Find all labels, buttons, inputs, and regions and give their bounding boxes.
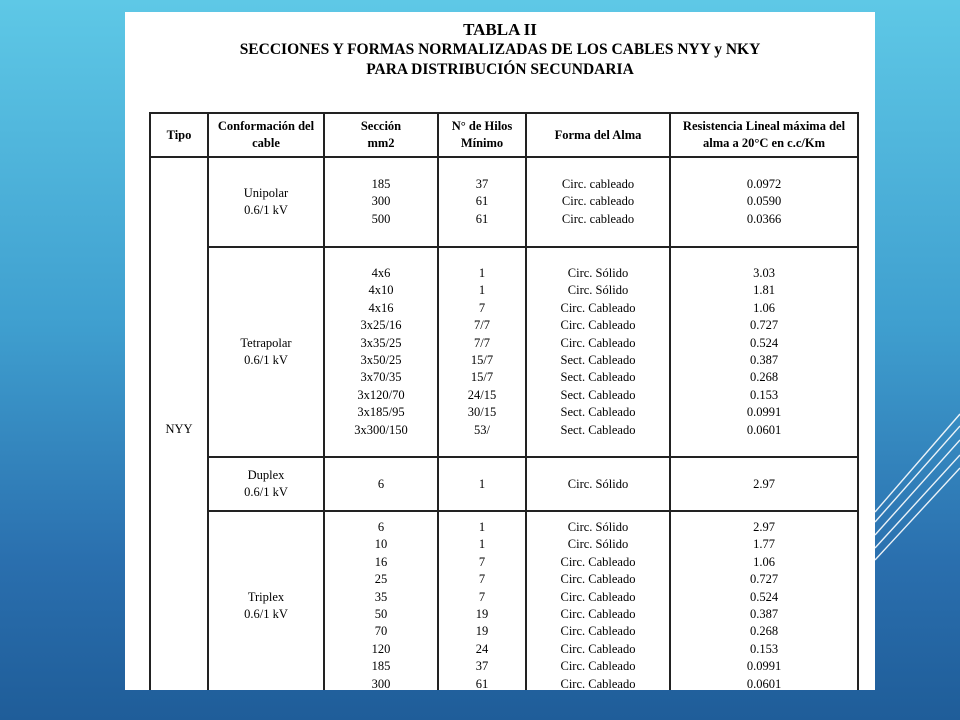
forma-cell: Circ. Sólido Circ. Sólido Circ. Cableado Circ. Cableado Circ. Cableado Circ. Cableado Circ. Cableado Circ. Cableado Circ. Cableado Circ. Cableado [526, 511, 670, 690]
forma-cell: Circ. Sólido Circ. Sólido Circ. Cableado Circ. Cableado Circ. Cableado Sect. Cableado Sect. Cableado Sect. Cableado Sect. Cableado Sect. Cableado [526, 247, 670, 457]
hilos-cell: 1 1 7 7/7 7/7 15/7 15/7 24/15 30/15 53/ [438, 247, 526, 457]
header-seccion: Sección mm2 [324, 113, 438, 157]
header-tipo: Tipo [150, 113, 208, 157]
header-resistencia: Resistencia Lineal máxima del alma a 20°C en c.c/Km [670, 113, 858, 157]
resistencia-cell: 2.97 [670, 457, 858, 511]
header-hilos: N° de Hilos Mínimo [438, 113, 526, 157]
seccion-cell: 4x6 4x10 4x16 3x25/16 3x35/25 3x50/25 3x70/35 3x120/70 3x185/95 3x300/150 [324, 247, 438, 457]
resistencia-cell: 2.97 1.77 1.06 0.727 0.524 0.387 0.268 0.153 0.0991 0.0601 [670, 511, 858, 690]
title-block [125, 20, 875, 80]
hilos-cell: 1 [438, 457, 526, 511]
resistencia-cell: 0.0972 0.0590 0.0366 [670, 157, 858, 247]
conformacion-cell: Tetrapolar 0.6/1 kV [208, 247, 324, 457]
cable-sections-table [149, 112, 859, 690]
group-row-duplex [150, 457, 858, 511]
group-row-unipolar [150, 157, 858, 247]
hilos-cell: 1 1 7 7 7 19 19 24 37 61 [438, 511, 526, 690]
table-header-row [150, 113, 858, 157]
forma-cell: Circ. cableado Circ. cableado Circ. cableado [526, 157, 670, 247]
tipo-cell: NYY [150, 157, 208, 690]
resistencia-cell: 3.03 1.81 1.06 0.727 0.524 0.387 0.268 0.153 0.0991 0.0601 [670, 247, 858, 457]
document-page [125, 12, 875, 690]
seccion-cell: 185 300 500 [324, 157, 438, 247]
forma-cell: Circ. Sólido [526, 457, 670, 511]
conformacion-cell: Unipolar 0.6/1 kV [208, 157, 324, 247]
header-conformacion: Conformación del cable [208, 113, 324, 157]
header-forma: Forma del Alma [526, 113, 670, 157]
group-row-triplex [150, 511, 858, 690]
seccion-cell: 6 [324, 457, 438, 511]
conformacion-cell: Triplex 0.6/1 kV [208, 511, 324, 690]
conformacion-cell: Duplex 0.6/1 kV [208, 457, 324, 511]
document-title: TABLA II [463, 20, 537, 39]
seccion-cell: 6 10 16 25 35 50 70 120 185 300 [324, 511, 438, 690]
document-subtitle-line-1: SECCIONES Y FORMAS NORMALIZADAS DE LOS CABLES NYY y NKY [239, 41, 761, 58]
hilos-cell: 37 61 61 [438, 157, 526, 247]
document-subtitle-line-2: PARA DISTRIBUCIÓN SECUNDARIA [366, 61, 634, 78]
group-row-tetrapolar [150, 247, 858, 457]
